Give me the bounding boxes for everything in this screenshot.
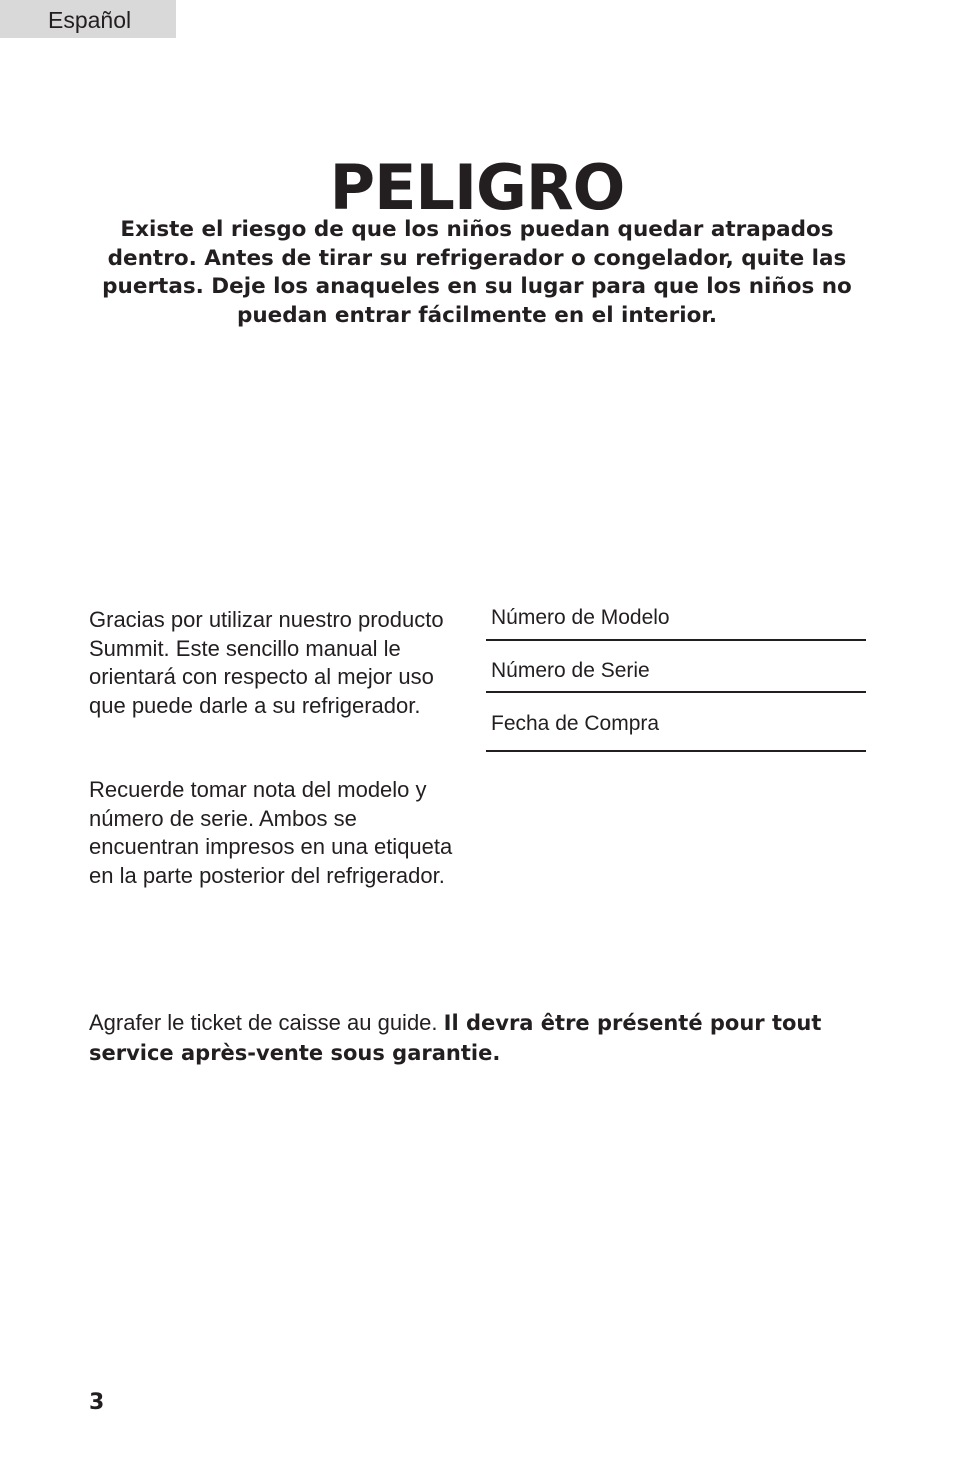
intro-thanks-paragraph: Gracias por utilizar nuestro producto Summit. Este sencillo manual le orientará con respecto al mejor uso que puede darle a su refrigerador. [89,607,444,718]
page-number: 3 [89,1390,105,1415]
danger-warning-text: Existe el riesgo de que los niños puedan quedar atrapados dentro. Antes de tirar su refrigerador o congelador, quite las puertas. Deje los anaqueles en su lugar para que los niños no puedan entrar fácilmente en el interior. [102,217,852,328]
intro-reminder-paragraph: Recuerde tomar nota del modelo y número de serie. Ambos se encuentran impresos en una etiqueta en la parte posterior del refrigerador. [89,777,453,888]
purchase-date-field[interactable] [486,693,866,752]
product-record-form [486,600,866,752]
serial-number-field[interactable] [486,641,866,693]
danger-title: PELIGRO [329,151,625,224]
serial-number-label: Número de Serie [491,659,650,682]
receipt-note-bold: Il devra être présenté pour tout service après-vente sous garantie. [89,1011,822,1065]
purchase-date-label: Fecha de Compra [491,712,660,735]
language-tab: Español [0,0,176,38]
receipt-note [89,1008,869,1068]
model-number-field[interactable] [486,600,866,641]
model-number-label: Número de Modelo [491,606,670,629]
receipt-note-normal: Agrafer le ticket de caisse au guide. [89,1010,444,1035]
